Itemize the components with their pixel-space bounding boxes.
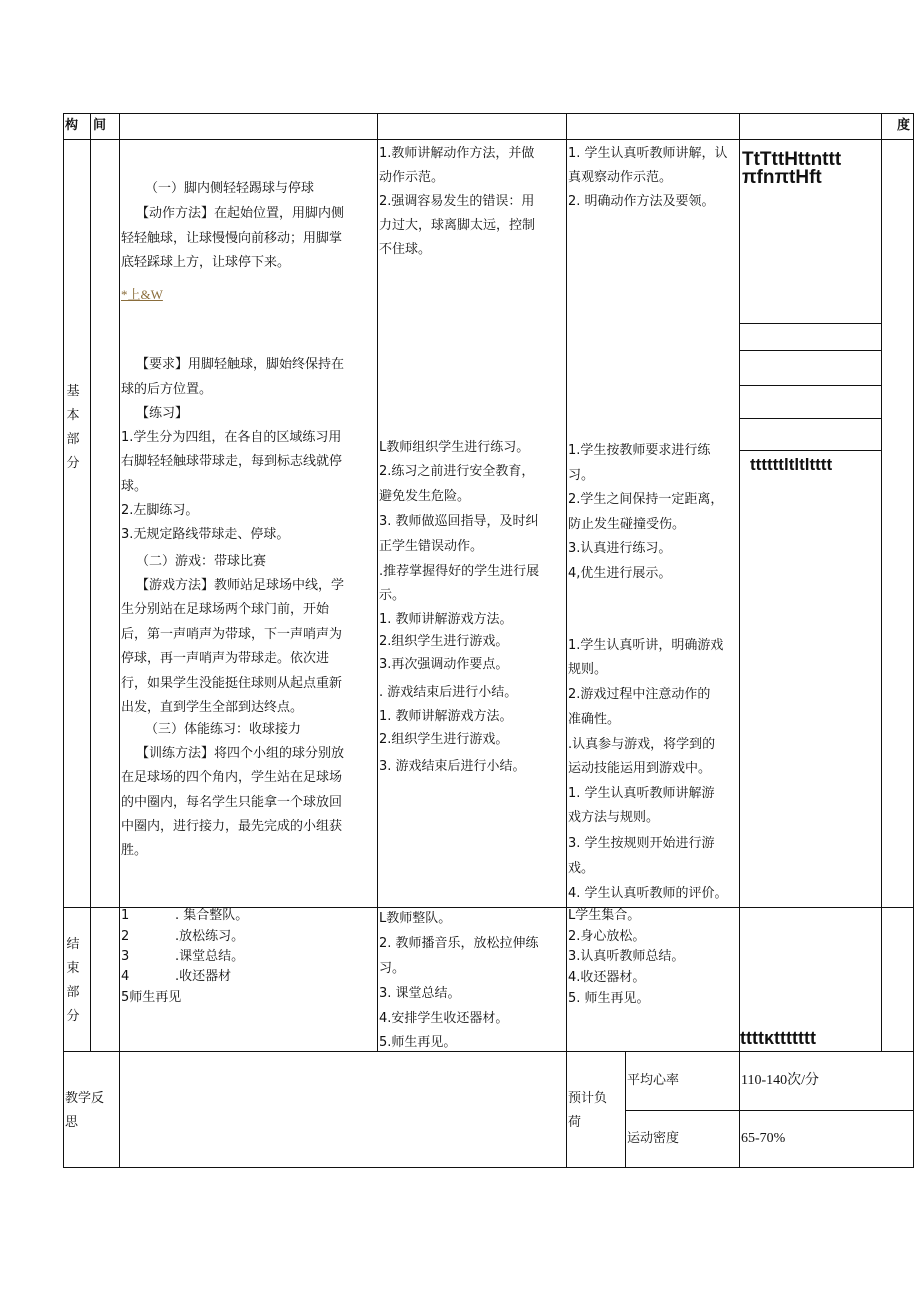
student-line: 习。 <box>568 468 595 483</box>
reflection-label: 思 <box>65 1115 79 1130</box>
content-line: （二）游戏：带球比赛 <box>136 554 267 569</box>
student-line: 运动技能运用到游戏中。 <box>568 761 712 776</box>
col-line-1 <box>90 113 91 1051</box>
end-teacher-line: 5.师生再见。 <box>379 1035 457 1050</box>
table-border-right <box>913 113 914 1168</box>
load-value-divider <box>739 1051 740 1168</box>
student-line: 2.学生之间保持一定距离， <box>568 492 724 507</box>
teacher-line: 1.教师讲解动作方法，并做 <box>379 146 535 161</box>
content-line: （三）体能练习：收球接力 <box>145 722 302 737</box>
end-content-text: .放松练习。 <box>175 929 245 944</box>
col-line-2 <box>119 113 120 1168</box>
organization-diagram-text: ttttκttttttt <box>740 1028 816 1048</box>
header-intensity: 度 <box>897 118 911 133</box>
reflection-label: 教学反 <box>65 1091 105 1106</box>
content-line: （一）脚内侧轻轻踢球与停球 <box>145 181 315 196</box>
content-line: 出发，直到学生全部到达终点。 <box>121 700 304 715</box>
header-time: 间 <box>93 118 107 133</box>
content-line: 【动作方法】在起始位置，用脚内侧 <box>136 206 345 221</box>
student-line: 真观察动作示范。 <box>568 170 673 185</box>
content-line: 1.学生分为四组，在各自的区域练习用 <box>121 430 342 445</box>
student-line: 3. 学生按规则开始进行游 <box>568 836 715 851</box>
col-line-4 <box>566 113 567 1168</box>
content-line: 底轻踩球上方，让球停下来。 <box>121 255 291 270</box>
student-line: 准确性。 <box>568 712 621 727</box>
content-line: 生分别站在足球场两个球门前，开始 <box>121 602 330 617</box>
exercise-density-label: 运动密度 <box>627 1131 680 1146</box>
end-content-text: 5师生再见 <box>121 990 182 1005</box>
avg-heart-rate-value: 110-140次/分 <box>741 1073 820 1088</box>
student-line: 戏方法与规则。 <box>568 810 660 825</box>
org-row-line <box>739 323 881 324</box>
load-label: 预计负 <box>568 1091 608 1106</box>
content-line: 【训练方法】将四个小组的球分别放 <box>136 746 345 761</box>
teacher-line: L教师组织学生进行练习。 <box>379 440 530 455</box>
org-row-line <box>739 450 881 451</box>
header-row-divider <box>63 139 913 140</box>
content-line: 在足球场的四个角内，学生站在足球场 <box>121 770 343 785</box>
content-line: 2.左脚练习。 <box>121 503 199 518</box>
teacher-line: 不住球。 <box>379 242 432 257</box>
content-line: 右脚轻轻触球带球走，每到标志线就停 <box>121 454 343 469</box>
load-row-divider <box>625 1110 913 1111</box>
student-line: 1.学生认真听讲，明确游戏 <box>568 638 724 653</box>
end-content-number: 2 <box>121 929 130 944</box>
content-line: 停球，再一声哨声为带球走。依次进 <box>121 651 330 666</box>
org-row-line <box>739 385 881 386</box>
end-content-text: .课堂总结。 <box>175 949 245 964</box>
student-line: 2.游戏过程中注意动作的 <box>568 687 711 702</box>
teacher-line: 示。 <box>379 588 406 603</box>
end-content-text: . 集合整队。 <box>175 908 249 923</box>
content-line: 中圈内，进行接力，最先完成的小组获 <box>121 819 343 834</box>
teacher-line: 避免发生危险。 <box>379 489 471 504</box>
student-line: .认真参与游戏，将学到的 <box>568 737 716 752</box>
content-line: 轻轻触球，让球慢慢向前移动；用脚掌 <box>121 231 343 246</box>
end-content-number: 4 <box>121 969 130 984</box>
content-line: 后，第一声哨声为带球，下一声哨声为 <box>121 627 343 642</box>
organization-diagram-text: TtTttHttnttt <box>742 149 842 170</box>
content-line: 3.无规定路线带球走、停球。 <box>121 527 290 542</box>
teacher-line: 3.再次强调动作要点。 <box>379 657 509 672</box>
header-structure: 构 <box>65 118 79 133</box>
organization-diagram-text: ttttttltltltttt <box>750 455 833 474</box>
end-teacher-line: L教师整队。 <box>379 911 452 926</box>
end-teacher-line: 习。 <box>379 961 406 976</box>
section-label-basic: 基 本 部 分 <box>66 384 80 471</box>
load-label: 荷 <box>568 1115 582 1130</box>
end-teacher-line: 4.安排学生收还器材。 <box>379 1011 509 1026</box>
end-student-line: 2.身心放松。 <box>568 929 646 944</box>
end-teacher-line: 2. 教师播音乐，放松拉伸练 <box>379 936 539 951</box>
teacher-line: . 游戏结束后进行小结。 <box>379 685 518 700</box>
student-line: 4. 学生认真听教师的评价。 <box>568 886 728 901</box>
col-line-5 <box>739 113 740 1051</box>
exercise-density-value: 65-70% <box>741 1131 786 1146</box>
student-line: 4,优生进行展示。 <box>568 566 672 581</box>
content-line: 球的后方位置。 <box>121 382 213 397</box>
end-section-divider <box>63 1051 913 1052</box>
end-content-number: 1 <box>121 908 130 923</box>
organization-diagram-text: πfnπtHft <box>742 167 822 188</box>
teacher-line: 2.强调容易发生的错误：用 <box>379 194 535 209</box>
avg-heart-rate-label: 平均心率 <box>627 1073 680 1088</box>
teacher-line: .推荐掌握得好的学生进行展 <box>379 564 540 579</box>
end-content-number: 3 <box>121 949 130 964</box>
teacher-line: 力过大，球离脚太远，控制 <box>379 218 536 233</box>
student-line: 3.认真进行练习。 <box>568 541 672 556</box>
end-student-line: 5. 师生再见。 <box>568 991 650 1006</box>
teacher-line: 正学生错误动作。 <box>379 539 484 554</box>
student-line: 1.学生按教师要求进行练 <box>568 443 711 458</box>
section-label-end: 结 束 部 分 <box>66 937 80 1024</box>
student-line: 1. 学生认真听教师讲解，认 <box>568 146 728 161</box>
col-line-3 <box>377 113 378 1051</box>
teacher-line: 2.组织学生进行游戏。 <box>379 634 509 649</box>
end-teacher-line: 3. 课堂总结。 <box>379 986 461 1001</box>
org-row-line <box>739 418 881 419</box>
student-line: 规则。 <box>568 662 608 677</box>
teacher-line: 3. 教师做巡回指导，及时纠 <box>379 514 539 529</box>
student-line: 戏。 <box>568 861 595 876</box>
end-student-line: L学生集合。 <box>568 908 641 923</box>
content-line: 【游戏方法】教师站足球场中线，学 <box>136 578 345 593</box>
end-student-line: 4.收还器材。 <box>568 970 646 985</box>
load-label-divider <box>625 1051 626 1168</box>
student-line: 1. 学生认真听教师讲解游 <box>568 786 715 801</box>
org-row-line <box>739 350 881 351</box>
teacher-line: 2.组织学生进行游戏。 <box>379 732 509 747</box>
content-line: 【要求】用脚轻触球，脚始终保持在 <box>136 357 345 372</box>
student-line: 防止发生碰撞受伤。 <box>568 517 686 532</box>
teacher-line: 动作示范。 <box>379 170 445 185</box>
teacher-line: 2.练习之前进行安全教育， <box>379 464 535 479</box>
student-line: 2. 明确动作方法及要领。 <box>568 194 715 209</box>
col-line-6 <box>881 113 882 1051</box>
content-line: 的中圈内，每名学生只能拿一个球放回 <box>121 795 343 810</box>
end-student-line: 3.认真听教师总结。 <box>568 949 685 964</box>
table-border-top <box>63 113 913 114</box>
content-line: 【练习】 <box>136 406 189 421</box>
table-border-bottom <box>63 1167 913 1168</box>
embedded-image-label: *上&W <box>121 287 163 302</box>
teacher-line: 1. 教师讲解游戏方法。 <box>379 709 513 724</box>
content-line: 胜。 <box>121 843 148 858</box>
content-line: 行，如果学生没能挺住球则从起点重新 <box>121 676 343 691</box>
content-line: 球。 <box>121 479 148 494</box>
end-content-text: .收还器材 <box>175 969 232 984</box>
teacher-line: 1. 教师讲解游戏方法。 <box>379 612 513 627</box>
teacher-line: 3. 游戏结束后进行小结。 <box>379 759 526 774</box>
